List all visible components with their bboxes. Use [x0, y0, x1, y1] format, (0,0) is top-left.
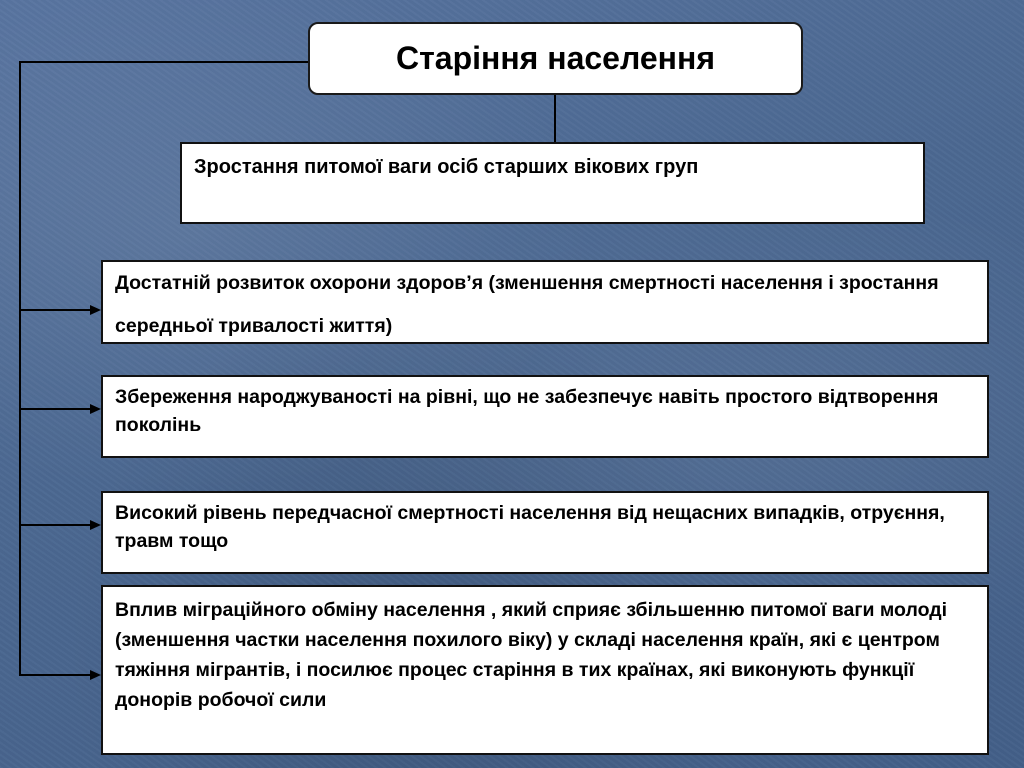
diagram-title: Старіння населення [308, 22, 803, 95]
subtitle-box: Зростання питомої ваги осіб старших вікових груп [180, 142, 925, 224]
factor-box-migration: Вплив міграційного обміну населення , який сприяє збільшенню питомої ваги молоді (зменшення частки населення похилого віку) у складі населення країн, які є центром тяжіння мігрантів, і посилює процес старіння в тих країнах, які виконують функції донорів робочої сили [101, 585, 989, 755]
factor-box-premature-mortality: Високий рівень передчасної смертності населення від нещасних випадків, отруєння, травм тощо [101, 491, 989, 574]
arrowhead-4 [90, 670, 101, 680]
arrowhead-1 [90, 305, 101, 315]
factor-box-health-care: Достатній розвиток охорони здоров’я (зменшення смертності населення і зростання середньої тривалості життя) [101, 260, 989, 344]
factor-box-birth-rate: Збереження народжуваності на рівні, що не забезпечує навіть простого відтворення поколінь [101, 375, 989, 458]
arrowhead-2 [90, 404, 101, 414]
arrowhead-3 [90, 520, 101, 530]
